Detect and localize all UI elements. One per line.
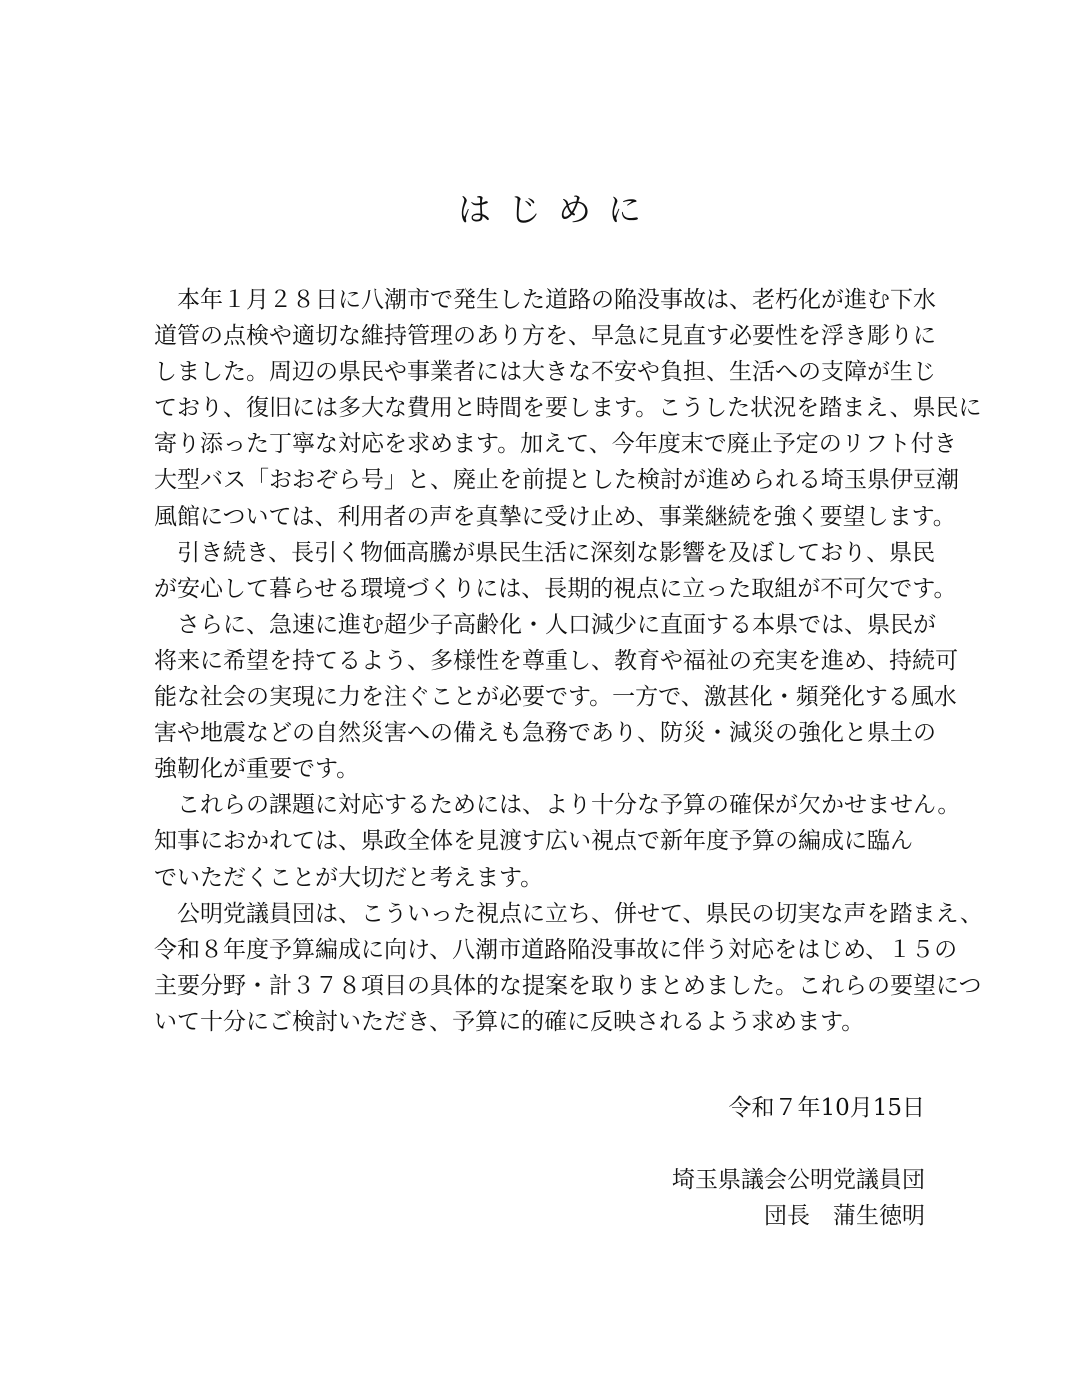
body-line: 主要分野・計３７８項目の具体的な提案を取りまとめました。これらの要望につ xyxy=(154,972,982,999)
body-line: これらの課題に対応するためには、より十分な予算の確保が欠かせません。 xyxy=(154,792,961,819)
body-line: ており、復旧には多大な費用と時間を要します。こうした状況を踏まえ、県民に xyxy=(154,395,982,422)
body-line: 寄り添った丁寧な対応を求めます。加えて、今年度末で廃止予定のリフト付き xyxy=(154,431,957,458)
body-line: しました。周辺の県民や事業者には大きな不安や負担、生活への支障が生じ xyxy=(154,359,936,386)
body-line: 引き続き、長引く物価高騰が県民生活に深刻な影響を及ぼしており、県民 xyxy=(154,539,936,566)
body-line: 害や地震などの自然災害への備えも急務であり、防災・減災の強化と県土の xyxy=(154,720,936,747)
body-line: 道管の点検や適切な維持管理のあり方を、早急に見直す必要性を浮き彫りに xyxy=(154,323,936,350)
body-line: いて十分にご検討いただき、予算に的確に反映されるよう求めます。 xyxy=(154,1008,865,1035)
body-line: でいただくことが大切だと考えます。 xyxy=(154,864,544,891)
document-body xyxy=(154,282,983,1040)
leader-signature: 団長 蒲生徳明 xyxy=(764,1203,925,1229)
body-line: 能な社会の実現に力を注ぐことが必要です。一方で、激甚化・頻発化する風水 xyxy=(154,684,957,711)
document-title: はじめに xyxy=(458,190,658,229)
body-line: が安心して暮らせる環境づくりには、長期的視点に立った取組が不可欠です。 xyxy=(154,575,957,602)
body-line: 令和８年度予算編成に向け、八潮市道路陥没事故に伴う対応をはじめ、１５の xyxy=(154,936,958,963)
document-date: 令和７年10月15日 xyxy=(728,1095,925,1121)
body-line: 強靭化が重要です。 xyxy=(154,756,360,783)
body-line: 知事におかれては、県政全体を見渡す広い視点で新年度予算の編成に臨ん xyxy=(154,828,913,855)
organization-name: 埼玉県議会公明党議員団 xyxy=(672,1167,925,1193)
body-line: 公明党議員団は、こういった視点に立ち、併せて、県民の切実な声を踏まえ、 xyxy=(154,900,983,927)
body-line: 将来に希望を持てるよう、多様性を尊重し、教育や福祉の充実を進め、持続可 xyxy=(154,647,959,674)
body-line: 本年１月２８日に八潮市で発生した道路の陥没事故は、老朽化が進む下水 xyxy=(154,287,936,313)
body-line: さらに、急速に進む超少子高齢化・人口減少に直面する本県では、県民が xyxy=(154,611,936,638)
body-line: 風館については、利用者の声を真摯に受け止め、事業継続を強く要望します。 xyxy=(154,503,956,530)
body-line: 大型バス「おおぞら号」と、廃止を前提とした検討が進められる埼玉県伊豆潮 xyxy=(154,467,959,494)
